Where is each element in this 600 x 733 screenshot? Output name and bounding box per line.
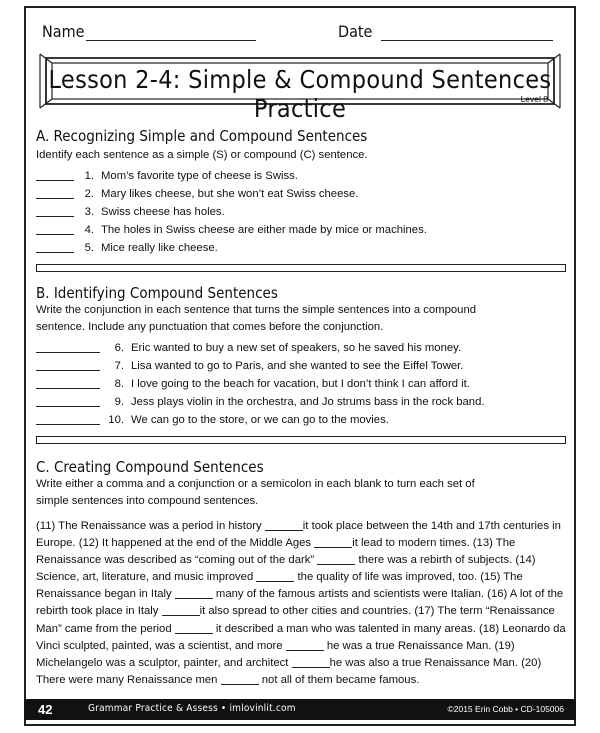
- section-b-item: 6. Eric wanted to buy a new set of speakers, so he saved his money.: [36, 340, 461, 358]
- level-label: Level 8: [520, 94, 548, 104]
- section-c-heading: C. Creating Compound Sentences: [36, 458, 264, 476]
- footer-bar: [24, 699, 576, 720]
- section-a-instructions: Identify each sentence as a simple (S) or compound (C) sentence.: [36, 149, 368, 161]
- page-title: Lesson 2-4: Simple & Compound Sentences Practice: [48, 65, 552, 123]
- page-number: 42: [38, 702, 53, 717]
- renaissance-paragraph: (11) The Renaissance was a period in history it took place between the 14th and 17th centuries in Europe. (12) It happened at the end of the Middle Ages it lead to modern times. (13) The Renaissance was described as “coming out of the dark” there was a rebirth of subjects. (14) Science, art, literature, and music improved the quality of life was improved, too. (15) The Renaissance began in Italy many of the famous artists and scientists were Italian. (16) A lot of the rebirth took place in Italy it also spread to other cities and countries. (17) The term “Renaissance Man” came from the period it described a man who was talented in many areas. (18) Leonardo da Vinci sculpted, painted, was a scientist, and more he was a true Renaissance Man. (19) Michelangelo was a sculptor, painter, and architect he was also a true Renaissance Man. (20) There were many Renaissance men not all of them became famous.: [36, 520, 566, 686]
- section-a-item: 4. The holes in Swiss cheese are either made by mice or machines.: [36, 222, 427, 240]
- section-b-heading: B. Identifying Compound Sentences: [36, 284, 278, 302]
- date-field[interactable]: [381, 40, 553, 41]
- section-b-item: 7. Lisa wanted to go to Paris, and she wanted to see the Eiffel Tower.: [36, 358, 463, 376]
- title-banner: [38, 52, 562, 123]
- name-date-row: [36, 20, 564, 46]
- section-b-instructions-line2: sentence. Include any punctuation that comes before the conjunction.: [36, 321, 384, 333]
- answer-blank[interactable]: [36, 204, 74, 217]
- section-c-instructions-line1: Write either a comma and a conjunction or a semicolon in each blank to turn each set of: [36, 478, 475, 490]
- section-a-heading: A. Recognizing Simple and Compound Sentences: [36, 127, 368, 145]
- section-divider: [36, 436, 566, 444]
- section-b-item: 10. We can go to the store, or we can go to the movies.: [36, 412, 389, 430]
- answer-blank[interactable]: [265, 519, 303, 531]
- answer-blank[interactable]: [36, 412, 100, 425]
- answer-blank[interactable]: [36, 222, 74, 235]
- name-label: Name: [42, 22, 85, 41]
- answer-blank[interactable]: [292, 656, 330, 668]
- answer-blank[interactable]: [221, 673, 259, 685]
- section-divider: [36, 264, 566, 272]
- section-a-item: 5. Mice really like cheese.: [36, 240, 218, 258]
- answer-blank[interactable]: [175, 622, 213, 634]
- answer-blank[interactable]: [36, 394, 100, 407]
- answer-blank[interactable]: [314, 536, 352, 548]
- section-b-item: 9. Jess plays violin in the orchestra, and Jo strums bass in the rock band.: [36, 394, 485, 412]
- answer-blank[interactable]: [286, 639, 324, 651]
- section-b-instructions-line1: Write the conjunction in each sentence that turns the simple sentences into a compound: [36, 304, 477, 316]
- answer-blank[interactable]: [256, 570, 294, 582]
- copyright: ©2015 Erin Cobb • CD-105006: [447, 704, 564, 714]
- series-credit: Grammar Practice & Assess • imlovinlit.com: [88, 703, 296, 714]
- section-a-item: 1. Mom’s favorite type of cheese is Swiss.: [36, 168, 298, 186]
- answer-blank[interactable]: [175, 587, 213, 599]
- answer-blank[interactable]: [36, 376, 100, 389]
- date-label: Date: [338, 22, 373, 41]
- section-c-instructions-line2: simple sentences into compound sentences.: [36, 495, 259, 507]
- section-a-item: 3. Swiss cheese has holes.: [36, 204, 225, 222]
- answer-blank[interactable]: [317, 553, 355, 565]
- answer-blank[interactable]: [36, 340, 100, 353]
- answer-blank[interactable]: [36, 168, 74, 181]
- answer-blank[interactable]: [36, 186, 74, 199]
- section-b-item: 8. I love going to the beach for vacation, but I don’t think I can afford it.: [36, 376, 470, 394]
- worksheet-page: [24, 6, 576, 726]
- section-a-item: 2. Mary likes cheese, but she won’t eat Swiss cheese.: [36, 186, 358, 204]
- name-field[interactable]: [86, 40, 256, 41]
- answer-blank[interactable]: [162, 604, 200, 616]
- answer-blank[interactable]: [36, 240, 74, 253]
- answer-blank[interactable]: [36, 358, 100, 371]
